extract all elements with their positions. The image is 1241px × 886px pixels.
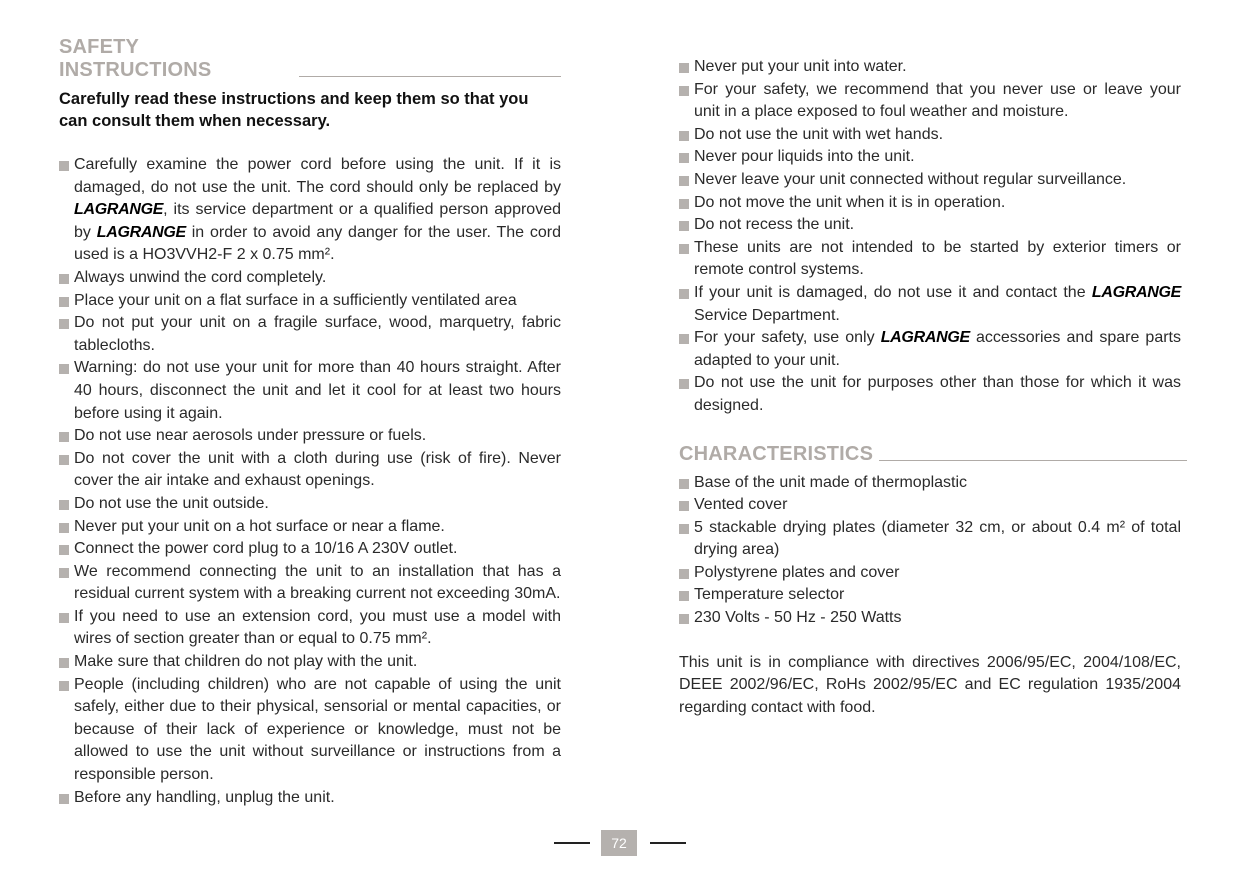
- list-item: [59, 425, 561, 448]
- list-item: [59, 561, 561, 606]
- list-item: [679, 282, 1181, 327]
- square-bullet-icon: [679, 244, 689, 254]
- item-text: Do not use the unit for purposes other than those for which it was designed.: [694, 374, 1181, 414]
- item-text: Do not use the unit outside.: [74, 494, 269, 512]
- square-bullet-icon: [59, 658, 69, 668]
- square-bullet-icon: [679, 479, 689, 489]
- square-bullet-icon: [59, 545, 69, 555]
- list-item: [679, 214, 1181, 237]
- item-text: in order to avoid any danger for the user. The cord used is a HO3VVH2-F 2 x 0.75 mm².: [74, 223, 562, 264]
- list-item: [59, 674, 561, 787]
- item-text: Do not recess the unit.: [694, 216, 855, 234]
- list-item: [679, 237, 1181, 282]
- item-text: Make sure that children do not play with the unit.: [74, 653, 418, 671]
- list-item: [59, 357, 561, 425]
- item-text: Never put your unit into water.: [694, 58, 907, 75]
- square-bullet-icon: [679, 289, 689, 299]
- list-item: [679, 472, 1181, 495]
- item-text: People (including children) who are not capable of using the unit safely, either due to their physical, sensorial or mental capacities, or because of their lack of experience or knowledge, must not be allowed to use the unit without surveillance or instructions from a responsible person.: [74, 675, 561, 784]
- square-bullet-icon: [59, 523, 69, 533]
- list-item: [59, 154, 561, 267]
- characteristics-list: [679, 472, 1181, 630]
- footer-rule-left: [554, 842, 590, 844]
- square-bullet-icon: [59, 455, 69, 465]
- square-bullet-icon: [679, 379, 689, 389]
- square-bullet-icon: [679, 199, 689, 209]
- item-text: Place your unit on a flat surface in a sufficiently ventilated area: [74, 291, 517, 309]
- square-bullet-icon: [59, 319, 69, 329]
- square-bullet-icon: [679, 334, 689, 344]
- list-item: [59, 290, 561, 313]
- list-item: [679, 517, 1181, 562]
- list-item: [679, 79, 1181, 124]
- square-bullet-icon: [679, 153, 689, 163]
- square-bullet-icon: [59, 297, 69, 307]
- item-text: Always unwind the cord completely.: [74, 268, 327, 286]
- item-text: Never leave your unit connected without regular surveillance.: [694, 170, 1127, 188]
- item-text: These units are not intended to be started by exterior timers or remote control systems.: [694, 238, 1181, 279]
- item-text: Polystyrene plates and cover: [694, 563, 900, 581]
- item-text: Vented cover: [694, 496, 788, 514]
- square-bullet-icon: [679, 176, 689, 186]
- square-bullet-icon: [59, 364, 69, 374]
- item-text: Do not move the unit when it is in operation.: [694, 193, 1006, 211]
- page-footer: [0, 830, 1241, 856]
- item-text: For your safety, we recommend that you never use or leave your unit in a place exposed to foul weather and moisture.: [694, 80, 1181, 121]
- square-bullet-icon: [679, 221, 689, 231]
- square-bullet-icon: [59, 613, 69, 623]
- item-text: Connect the power cord plug to a 10/16 A 230V outlet.: [74, 540, 458, 558]
- square-bullet-icon: [679, 501, 689, 511]
- brand-name: LAGRANGE: [96, 223, 186, 241]
- safety-title: SAFETY INSTRUCTIONS: [59, 36, 212, 81]
- item-text: If you need to use an extension cord, you must use a model with wires of section greater than or equal to 0.75 mm².: [74, 607, 561, 648]
- item-text: For your safety, use only: [694, 329, 881, 347]
- list-item: [59, 312, 561, 357]
- square-bullet-icon: [679, 63, 689, 73]
- item-text: Service Department.: [694, 306, 840, 324]
- list-item: [59, 516, 561, 539]
- list-item: [679, 327, 1181, 372]
- item-text: Before any handling, unplug the unit.: [74, 788, 335, 806]
- left-column: [59, 36, 562, 809]
- list-item: [59, 538, 561, 561]
- square-bullet-icon: [59, 274, 69, 284]
- item-text: Do not use near aerosols under pressure or fuels.: [74, 427, 427, 445]
- item-text: Base of the unit made of thermoplastic: [694, 473, 968, 491]
- square-bullet-icon: [59, 794, 69, 804]
- square-bullet-icon: [679, 131, 689, 141]
- list-item: [679, 169, 1181, 192]
- list-item: [59, 606, 561, 651]
- item-text: 230 Volts - 50 Hz - 250 Watts: [694, 609, 902, 627]
- list-item: [59, 448, 561, 493]
- square-bullet-icon: [59, 500, 69, 510]
- item-text: Do not cover the unit with a cloth during use (risk of fire). Never cover the air intake and exhaust openings.: [74, 449, 561, 490]
- list-item: [679, 56, 1181, 79]
- brand-name: LAGRANGE: [1091, 283, 1181, 301]
- square-bullet-icon: [679, 524, 689, 534]
- square-bullet-icon: [679, 86, 689, 96]
- safety-list-left: [59, 154, 561, 809]
- item-text: Carefully examine the power cord before using the unit. If it is damaged, do not use the unit. The cord should only be replaced by: [74, 156, 561, 196]
- square-bullet-icon: [679, 569, 689, 579]
- square-bullet-icon: [679, 614, 689, 624]
- safety-list-right: [679, 56, 1181, 418]
- safety-intro: Carefully read these instructions and keep them so that you can consult them when necessary.: [59, 90, 529, 130]
- page-number: 72: [601, 830, 637, 856]
- square-bullet-icon: [679, 591, 689, 601]
- right-column: [679, 56, 1181, 719]
- item-text: accessories and spare parts adapted to your unit.: [694, 329, 1182, 369]
- list-item: [59, 267, 561, 290]
- square-bullet-icon: [59, 432, 69, 442]
- characteristics-title: CHARACTERISTICS: [679, 442, 874, 465]
- item-text: We recommend connecting the unit to an installation that has a residual current system with a breaking current not exceeding 30mA.: [74, 562, 561, 603]
- footer-rule-right: [650, 842, 686, 844]
- list-item: [59, 787, 561, 810]
- heading-rule: [879, 460, 1187, 461]
- item-text: If your unit is damaged, do not use it and contact the: [694, 283, 1092, 301]
- item-text: Never put your unit on a hot surface or near a flame.: [74, 517, 445, 535]
- item-text: Temperature selector: [694, 586, 845, 604]
- item-text: 5 stackable drying plates (diameter 32 cm, or about 0.4 m² of total drying area): [694, 518, 1181, 559]
- brand-name: LAGRANGE: [74, 201, 164, 219]
- brand-name: LAGRANGE: [880, 329, 970, 347]
- square-bullet-icon: [59, 681, 69, 691]
- list-item: [679, 494, 1181, 517]
- list-item: [679, 607, 1181, 630]
- item-text: Warning: do not use your unit for more than 40 hours straight. After 40 hours, disconnect the unit and let it cool for at least two hours before using it again.: [74, 359, 561, 422]
- list-item: [679, 372, 1181, 417]
- list-item: [59, 651, 561, 674]
- list-item: [679, 562, 1181, 585]
- item-text: Never pour liquids into the unit.: [694, 148, 915, 166]
- square-bullet-icon: [59, 568, 69, 578]
- compliance-text: This unit is in compliance with directives 2006/95/EC, 2004/108/EC, DEEE 2002/96/EC, RoHs 2002/95/EC and EC regulation 1935/2004 regarding contact with food.: [679, 653, 1181, 716]
- heading-rule: [299, 76, 561, 77]
- list-item: [679, 584, 1181, 607]
- item-text: , its service department or a qualified person approved by: [74, 201, 561, 241]
- list-item: [679, 146, 1181, 169]
- item-text: Do not use the unit with wet hands.: [694, 125, 944, 143]
- safety-heading: [59, 36, 561, 82]
- square-bullet-icon: [59, 161, 69, 171]
- list-item: [59, 493, 561, 516]
- list-item: [679, 192, 1181, 215]
- characteristics-heading: [679, 440, 1181, 466]
- list-item: [679, 124, 1181, 147]
- item-text: Do not put your unit on a fragile surface, wood, marquetry, fabric tablecloths.: [74, 314, 561, 354]
